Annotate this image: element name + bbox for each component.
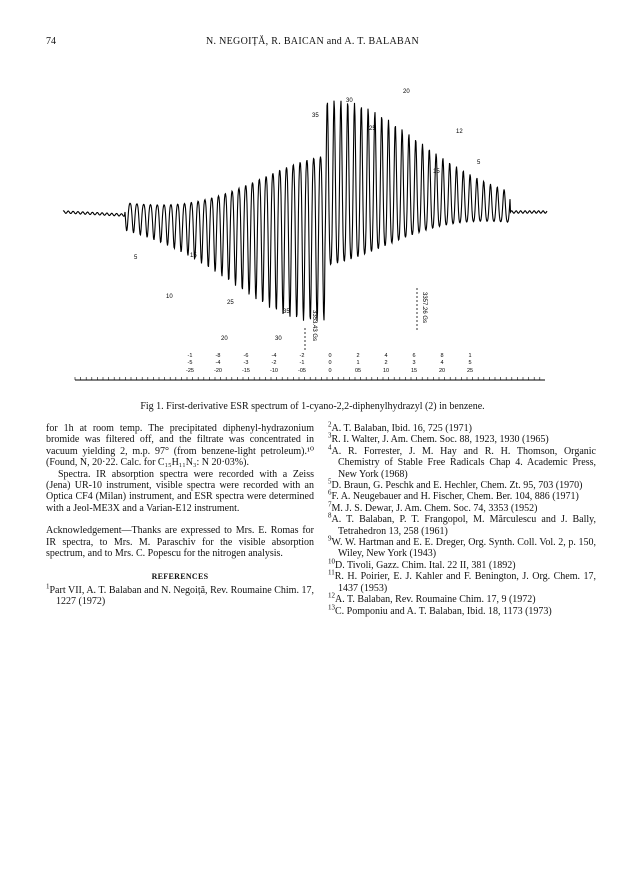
reference-number: 7 (328, 500, 332, 509)
field-scale-label: -15 (242, 368, 250, 374)
field-marker-center: 3353.43 Gs (311, 310, 317, 342)
field-scale-label: 4 (384, 353, 388, 359)
left-column (46, 423, 314, 608)
reference-item (328, 568, 596, 594)
reference-text: C. Pomponiu and A. T. Balaban, Ibid. 18, 1173 (1973) (335, 605, 552, 617)
reference-number: 2 (328, 420, 332, 429)
field-scale-label: 20 (438, 368, 446, 374)
field-scale-label: 1 (468, 353, 472, 359)
references-heading: REFERENCES (151, 572, 209, 582)
reference-number: 6 (328, 489, 332, 498)
body-paragraph: Spectra. IR absorption spectra were recorded with a Zeiss (Jena) UR-10 instrument, visible spectra were recorded with an Optica CF4 (Milan) instrument, and ESR spectra were determined with a Jeol-ME3X and a Varian-E12 instrument. (46, 468, 314, 514)
reference-text: W. W. Hartman and E. E. Dreger, Org. Synth. Coll. Vol. 2, p. 150, Wiley, New York (1943) (331, 537, 596, 560)
peak-label: 25 (369, 126, 376, 132)
field-scale-label: -05 (298, 368, 306, 374)
reference-number: 11 (328, 568, 335, 577)
field-scale-label: 15 (410, 368, 418, 374)
field-scale-label: 0 (328, 368, 332, 374)
body-paragraph: for 1h at room temp. The precipitated diphenyl-hydrazonium bromide was filtered off, and the filtrate was concentrated in vacuum yielding 2, m.p. 97° (from benzene-light petroleum).¹⁰ (Found, N, 20·22. Calc. for C₁₅H₁₁N₃: N 20·03%). (46, 423, 314, 469)
field-scale-labels (186, 353, 473, 374)
reference-number: 1 (46, 582, 50, 591)
field-scale-label: 2 (384, 360, 388, 366)
field-scale-label: 3 (412, 360, 416, 366)
peak-label: 15 (433, 169, 440, 175)
field-scale-label: 25 (466, 368, 474, 374)
field-scale-label: -20 (214, 368, 222, 374)
field-scale-label: -1 (299, 360, 305, 366)
peak-label: 25 (227, 300, 234, 306)
field-scale-label: -6 (243, 353, 249, 359)
reference-item (328, 534, 596, 560)
field-scale-label: -1 (187, 353, 193, 359)
reference-text: F. A. Neugebauer and H. Fischer, Chem. Ber. 104, 886 (1971) (331, 491, 579, 503)
reference-text: A. R. Forrester, J. M. Hay and R. H. Thomson, Organic Chemistry of Stable Free Radicals Chap 4. Academic Press, New York (1968) (331, 445, 596, 480)
field-scale-label: -8 (215, 353, 221, 359)
reference-item (328, 603, 596, 617)
field-scale-label: -10 (270, 368, 278, 374)
figure-caption: Fig 1. First-derivative ESR spectrum of 1-cyano-2,2-diphenylhydrazyl (2) in benzene. (140, 401, 485, 412)
reference-text: D. Braun, G. Peschk and E. Hechler, Chem. Zt. 95, 703 (1970) (331, 480, 583, 492)
peak-label: 15 (190, 253, 197, 259)
page-number: 74 (46, 36, 56, 47)
reference-item (328, 477, 596, 492)
reference-text: M. J. S. Dewar, J. Am. Chem. Soc. 74, 3353 (1952) (331, 502, 538, 514)
peak-label: 5 (134, 255, 138, 261)
reference-text: D. Tivoli, Gazz. Chim. Ital. 22 II, 381 (1892) (335, 559, 516, 571)
right-column (328, 420, 596, 617)
peak-label: 5 (477, 160, 481, 166)
reference-text: A. T. Balaban, P. T. Frangopol, M. Mărculescu and J. Bally, Tetrahedron 13, 258 (1961) (331, 514, 596, 537)
reference-number: 4 (328, 443, 332, 452)
peak-label: 35 (312, 113, 319, 119)
reference-item (46, 582, 314, 608)
field-scale-label: 8 (440, 353, 444, 359)
reference-text: Part VII, A. T. Balaban and N. Negoiță, Rev. Roumaine Chim. 17, 1227 (1972) (49, 584, 314, 608)
reference-number: 3 (328, 432, 332, 441)
field-scale-label: -5 (187, 360, 193, 366)
field-scale-label: -2 (299, 353, 305, 359)
peak-label: 30 (275, 336, 282, 342)
reference-text: R. H. Poirier, E. J. Kahler and F. Benington, J. Org. Chem. 17, 1437 (1953) (334, 571, 596, 594)
field-scale-label: 6 (412, 353, 416, 359)
reference-item (328, 420, 596, 434)
field-scale-label: 4 (440, 360, 444, 366)
acknowledgement: Acknowledgement—Thanks are expressed to Mrs. E. Romas for IR spectra, to Mrs. M. Paraschiv for the visible absorption spectrum, and to Mrs. C. Popescu for the nitrogen analysis. (46, 525, 314, 560)
field-marker-right: 3357.26 Gs (421, 292, 427, 324)
field-scale-label: -4 (271, 353, 277, 359)
reference-item (328, 434, 596, 445)
reference-text: A. T. Balaban, Rev. Roumaine Chim. 17, 9 (1972) (335, 594, 536, 606)
field-scale-label: 5 (468, 360, 472, 366)
peak-label: 30 (346, 98, 353, 104)
reference-item (328, 491, 596, 502)
reference-number: 9 (328, 534, 332, 543)
peak-label: 12 (456, 129, 463, 135)
field-scale-label: 05 (354, 368, 362, 374)
running-title: N. NEGOIȚĂ, R. BAICAN and A. T. BALABAN (206, 36, 419, 47)
reference-text: A. T. Balaban, Ibid. 16, 725 (1971) (331, 423, 472, 434)
field-scale-label: -4 (215, 360, 221, 366)
field-scale-label: 2 (356, 353, 360, 359)
reference-number: 10 (328, 557, 335, 566)
esr-spectrum-trace (63, 101, 547, 324)
reference-number: 12 (328, 591, 335, 600)
reference-item (328, 443, 596, 480)
peak-label: 10 (166, 294, 173, 300)
field-scale-label: -25 (186, 368, 194, 374)
peak-label: 20 (403, 89, 410, 95)
reference-item (328, 500, 596, 514)
reference-number: 5 (328, 477, 332, 486)
field-scale-label: 1 (356, 360, 360, 366)
peak-label: 35 (283, 309, 290, 315)
esr-spectrum-figure (55, 60, 555, 390)
field-scale-label: 10 (382, 368, 390, 374)
reference-number: 13 (328, 603, 335, 612)
reference-item (328, 591, 596, 606)
field-scale-label: -3 (243, 360, 249, 366)
reference-item (328, 511, 596, 537)
reference-item (328, 557, 596, 571)
reference-number: 8 (328, 511, 332, 520)
field-scale-label: 0 (328, 360, 332, 366)
reference-text: R. I. Walter, J. Am. Chem. Soc. 88, 1923, 1930 (1965) (331, 434, 549, 446)
field-scale-label: 0 (328, 353, 332, 359)
field-scale-label: -2 (271, 360, 277, 366)
peak-label: 20 (221, 336, 228, 342)
